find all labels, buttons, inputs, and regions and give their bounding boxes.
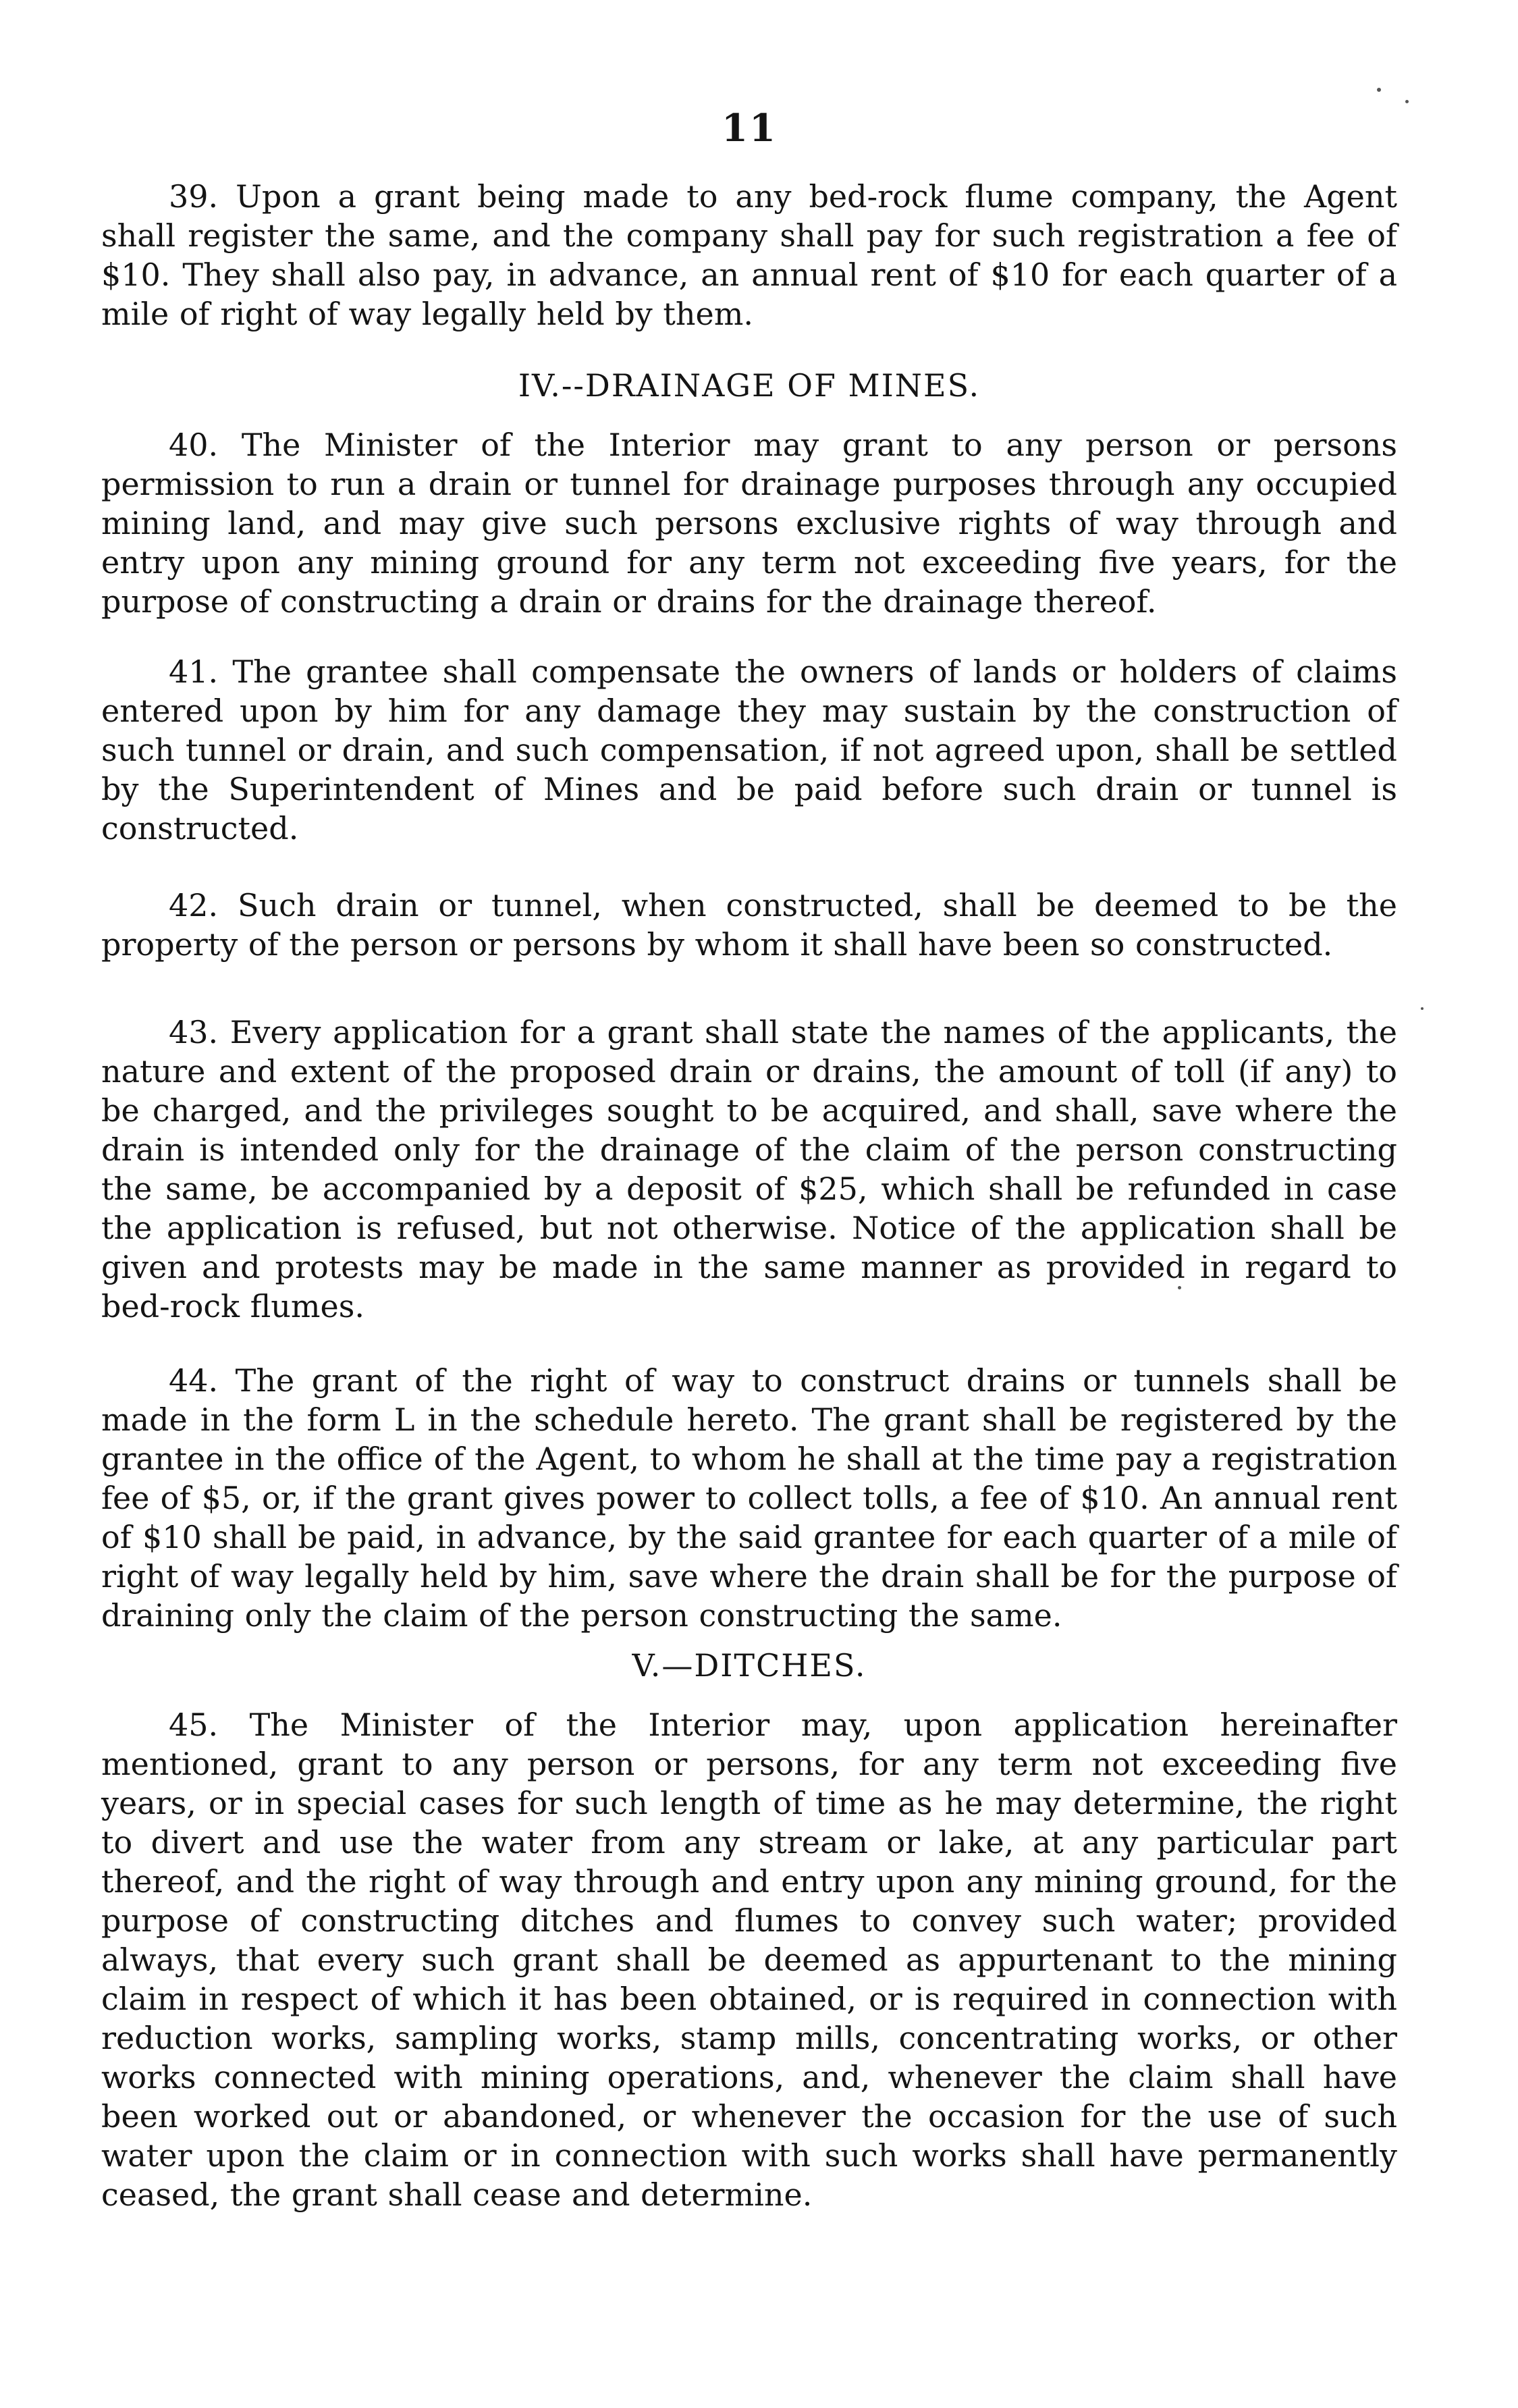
scan-speck	[1377, 88, 1381, 92]
paragraph-45	[101, 1705, 1397, 2214]
paragraph-text: The Minister of the Interior may, upon application hereinafter mentioned, grant to any person or persons, for any term not exceeding five years, or in special cases for such length of time as he may determine, the right to divert and use the water from any stream or lake, at any particular part thereof, and the right of way through and entry upon any mining ground, for the purpose of constructing ditches and flumes to convey such water; provided always, that every such grant shall be deemed as appurtenant to the mining claim in respect of which it has been obtained, or is required in connection with reduction works, sampling works, stamp mills, concentrating works, or other works connected with mining operations, and, whenever the claim shall have been worked out or abandoned, or whenever the occasion for the use of such water upon the claim or in connection with such works shall have permanently ceased, the grant shall cease and determine.	[101, 1707, 1397, 2213]
paragraph-number: 40.	[169, 427, 219, 463]
paragraph-40	[101, 425, 1397, 621]
paragraph-number: 42.	[169, 887, 219, 924]
paragraph-number: 39.	[169, 178, 219, 215]
section-heading-drainage: IV.--DRAINAGE OF MINES.	[518, 367, 981, 404]
paragraph-text: The Minister of the Interior may grant to any person or persons permission to run a drain or tunnel for drainage purposes through any occupied mining land, and may give such persons exclusive rights of way through and entry upon any mining ground for any term not exceeding five years, for the purpose of constructing a drain or drains for the drainage thereof.	[101, 427, 1397, 620]
paragraph-text: Such drain or tunnel, when constructed, shall be deemed to be the property of the person or persons by whom it shall have been so constructed.	[101, 887, 1397, 963]
section-heading-ditches: V.—DITCHES.	[632, 1647, 867, 1684]
paragraph-number: 43.	[169, 1014, 219, 1050]
paragraph-41	[101, 652, 1397, 848]
page-number: 11	[722, 106, 777, 151]
paragraph-number: 45.	[169, 1707, 219, 1743]
scan-speck	[1178, 1286, 1181, 1289]
scan-speck	[1421, 1007, 1424, 1010]
paragraph-text: The grant of the right of way to construct drains or tunnels shall be made in the form L in the schedule hereto. The grant shall be registered by the grantee in the office of the Agent, to whom he shall at the time pay a registration fee of $5, or, if the grant gives power to collect tolls, a fee of $10. An annual rent of $10 shall be paid, in advance, by the said grantee for each quarter of a mile of right of way legally held by him, save where the drain shall be for the purpose of draining only the claim of the person constructing the same.	[101, 1362, 1397, 1634]
paragraph-number: 44.	[169, 1362, 219, 1399]
scan-speck	[1405, 100, 1409, 103]
paragraph-number: 41.	[169, 653, 219, 690]
paragraph-42	[101, 886, 1397, 964]
paragraph-text: Upon a grant being made to any bed-rock flume company, the Agent shall register the same, and the company shall pay for such registration a fee of $10. They shall also pay, in advance, an annual rent of $10 for each quarter of a mile of right of way legally held by them.	[101, 178, 1397, 332]
paragraph-44	[101, 1361, 1397, 1635]
paragraph-text: Every application for a grant shall state the names of the applicants, the nature and extent of the proposed drain or drains, the amount of toll (if any) to be charged, and the privileges sought to be acquired, and shall, save where the drain is intended only for the drainage of the claim of the person constructing the same, be accompanied by a deposit of $25, which shall be refunded in case the application is refused, but not otherwise. Notice of the application shall be given and protests may be made in the same manner as provided in regard to bed-rock flumes.	[101, 1014, 1397, 1325]
paragraph-39	[101, 177, 1397, 333]
paragraph-text: The grantee shall compensate the owners of lands or holders of claims entered upon by him for any damage they may sustain by the construction of such tunnel or drain, and such compensation, if not agreed upon, shall be settled by the Superintendent of Mines and be paid before such drain or tunnel is constructed.	[101, 653, 1397, 847]
paragraph-43	[101, 1013, 1397, 1326]
